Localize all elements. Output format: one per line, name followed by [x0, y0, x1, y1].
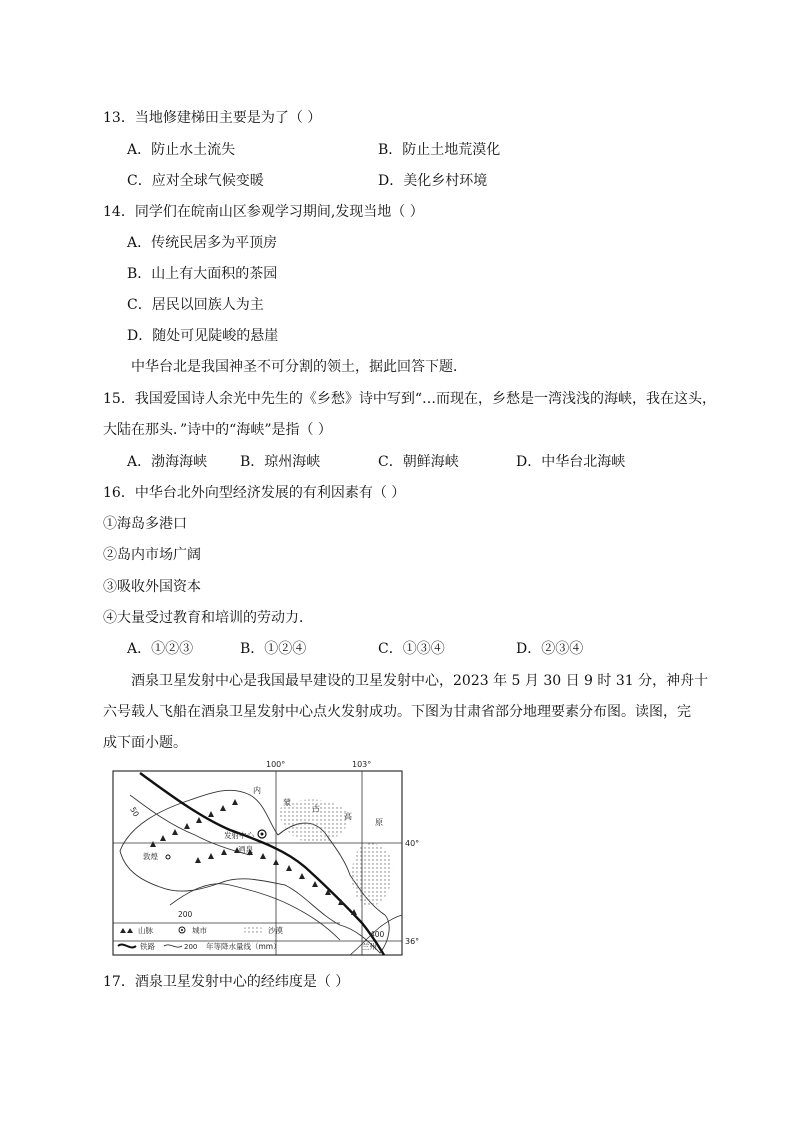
q14-option-b: B．山上有大面积的茶园 [127, 266, 278, 282]
legend-city-label: 城市 [192, 926, 207, 935]
region-char-2: 蒙 [283, 798, 291, 807]
region-char-5: 原 [375, 818, 383, 827]
q16-option-d: D．②③④ [516, 641, 584, 657]
q14-option-a: A．传统民居多为平顶房 [127, 235, 278, 251]
q13-option-c: C．应对全球气候变暖 [127, 173, 264, 189]
label-launch-center: 发射中心 [224, 831, 254, 840]
q15-option-d: D．中华台北海峡 [516, 454, 626, 470]
q13-option-b: B．防止土地荒漠化 [378, 142, 501, 158]
launch-center-dot [261, 833, 264, 836]
region-char-4: 高 [344, 812, 352, 821]
legend-railway-label: 铁路 [140, 942, 155, 951]
q16-item-4: ④大量受过教育和培训的劳动力． [103, 610, 313, 626]
q14-stem: 14．同学们在皖南山区参观学习期间,发现当地（ ） [103, 204, 424, 220]
q15-stem-line1: 15．我国爱国诗人余光中先生的《乡愁》诗中写到“…而现在，乡愁是一湾浅浅的海峡，我在这头， [103, 391, 716, 407]
label-lat-36: 36° [405, 937, 420, 946]
q15-option-a: A．渤海海峡 [127, 454, 208, 470]
q17-intro-line2: 六号载人飞船在酒泉卫星发射中心点火发射成功。下图为甘肃省部分地理要素分布图。读图，完 [103, 704, 691, 720]
legend-desert-icon [243, 926, 263, 934]
q16-option-c: C．①③④ [378, 641, 445, 657]
label-dunhuang: 敦煌 [143, 852, 158, 861]
q17-intro-line3: 成下面小题。 [103, 735, 187, 751]
label-lon-100: 100° [266, 760, 286, 769]
region-char-1: 内 [253, 786, 261, 795]
q16-item-3: ③吸收外国资本 [103, 579, 201, 595]
q15-stem-line2: 大陆在那头．”诗中的“海峡”是指（ ） [103, 422, 332, 438]
q16-item-2: ②岛内市场广阔 [103, 547, 201, 563]
legend-isohyet-sample: 200 [184, 943, 198, 951]
label-iso-400: 400 [370, 930, 385, 939]
q15-intro: 中华台北是我国神圣不可分割的领土，据此回答下题． [131, 359, 467, 375]
legend-mountain-label: 山脉 [138, 926, 153, 935]
legend-isohyet-label: 年等降水量线（mm） [206, 942, 281, 951]
label-jiuquan: 酒泉 [238, 845, 253, 854]
q13-stem: 13．当地修建梯田主要是为了（ ） [103, 110, 322, 126]
q16-option-b: B．①②④ [240, 641, 307, 657]
q16-item-1: ①海岛多港口 [103, 516, 187, 532]
label-lat-40: 40° [405, 839, 420, 848]
label-lon-103: 103° [352, 760, 372, 769]
legend-desert-label: 沙漠 [268, 926, 283, 935]
label-iso-50: 50 [128, 805, 141, 819]
label-iso-200: 200 [178, 910, 193, 919]
q15-option-c: C．朝鲜海峡 [378, 454, 459, 470]
q14-option-c: C．居民以回族人为主 [127, 297, 264, 313]
gansu-map-svg [100, 755, 430, 965]
gansu-map-figure [100, 755, 430, 965]
q13-option-d: D．美化乡村环境 [378, 173, 488, 189]
label-lanzhou: 兰州 [362, 942, 377, 951]
q17-intro-line1: 酒泉卫星发射中心是我国最早建设的卫星发射中心，2023 年 5 月 30 日 9 时 31 分，神舟十 [131, 673, 709, 689]
region-char-3: 古 [312, 804, 320, 813]
q15-option-b: B．琼州海峡 [240, 454, 321, 470]
q16-stem: 16．中华台北外向型经济发展的有利因素有（ ） [103, 485, 406, 501]
q14-option-d: D．随处可见陡峻的悬崖 [127, 328, 279, 344]
q17-stem: 17．酒泉卫星发射中心的经纬度是（ ） [103, 974, 350, 990]
dunhuang-marker [166, 855, 170, 859]
q16-option-a: A．①②③ [127, 641, 194, 657]
q13-option-a: A．防止水土流失 [127, 142, 236, 158]
